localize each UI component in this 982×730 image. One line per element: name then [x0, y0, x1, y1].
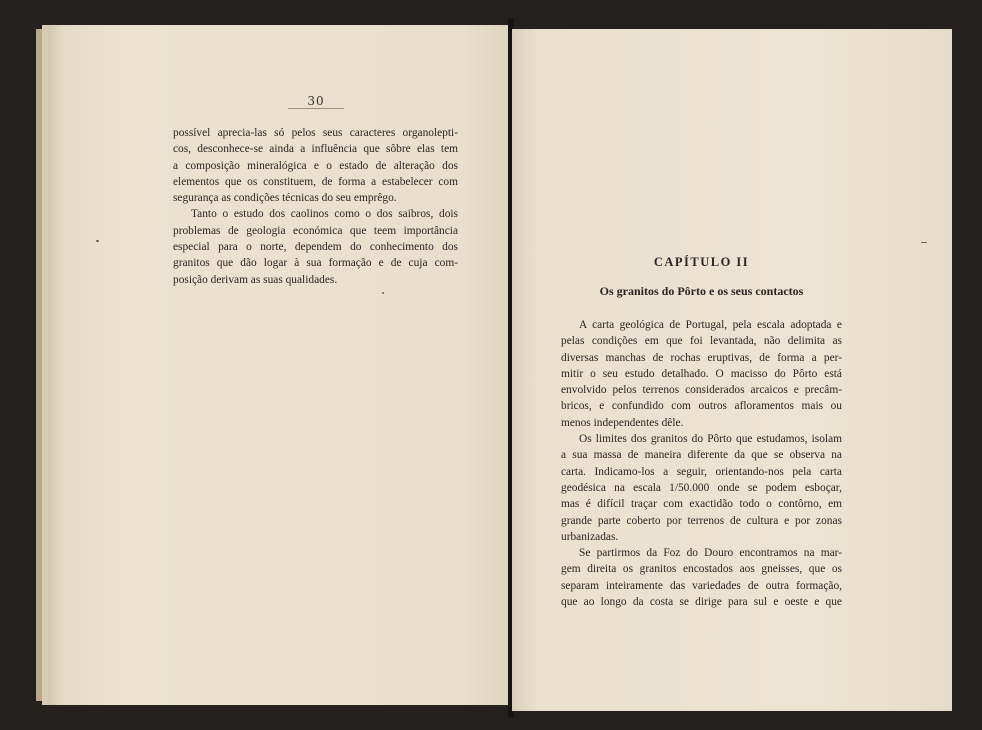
text-line: possível aprecia-las só pelos seus caracteres organolepti- — [173, 127, 458, 139]
text-line: a sua massa de maneira diferente da que se observa na — [561, 449, 842, 462]
page-number-rule — [288, 108, 344, 109]
text-line: bricos, e confundido com outros afloramentos mais ou — [561, 400, 842, 413]
left-page-text — [173, 125, 458, 288]
text-line: a composição mineralógica e o estado de alteração dos — [173, 159, 458, 172]
chapter-subtitle: Os granitos do Pôrto e os seus contactos — [599, 284, 804, 298]
paper-speck — [96, 240, 99, 242]
text-line: que ao longo da costa se dirige para sul e oeste e que — [561, 596, 842, 609]
text-line: separam inteiramente das variedades de outra formação, — [561, 579, 842, 592]
text-line: mitir o seu estudo detalhado. O macisso do Pôrto está — [561, 367, 842, 380]
text-line: menos independentes dêle. — [561, 416, 684, 429]
page-edge — [36, 29, 42, 701]
text-line: A carta geológica de Portugal, pela escala adoptada e — [579, 319, 842, 331]
text-line: mas é difícil traçar com exactidão todo o contôrno, em — [561, 498, 842, 511]
text-line: urbanizadas. — [561, 530, 619, 543]
text-line: problemas de geologia económica que teem importância — [173, 224, 458, 237]
right-page-text — [561, 317, 842, 610]
text-line: geodésica na escala 1/50.000 onde se podem esboçar, — [561, 481, 842, 494]
chapter-title: CAPÍTULO II — [653, 255, 750, 269]
text-line: diversas manchas de rochas eruptivas, de forma a per- — [561, 351, 842, 364]
text-line: pelas condições em que foi levantada, não delimita as — [561, 335, 842, 348]
page-number: 30 — [307, 94, 325, 108]
paper-speck — [921, 242, 927, 243]
text-line: segurança as condições técnicas do seu emprêgo. — [173, 192, 397, 205]
text-line: Os limites dos granitos do Pôrto que estudamos, isolam — [579, 433, 842, 446]
paper-speck — [382, 292, 384, 294]
text-line: Se partirmos da Foz do Douro encontramos na mar- — [579, 547, 842, 560]
text-line: posição derivam as suas qualidades. — [173, 273, 338, 286]
text-line: grande parte coberto por terrenos de cultura e por zonas — [561, 514, 842, 527]
text-line: granitos que dão logar à sua formação e de cuja com- — [173, 257, 458, 270]
text-line: carta. Indicamo-los a seguir, orientando-nos pela carta — [561, 465, 842, 478]
text-line: Tanto o estudo dos caolinos como o dos saibros, dois — [191, 208, 458, 221]
text-line: envolvido pelos terrenos considerados arcaicos e precâm- — [561, 384, 842, 397]
text-line: cos, desconhece-se ainda a influência que sôbre elas tem — [173, 143, 458, 156]
text-line: elementos que os constituem, de forma a estabelecer com — [173, 175, 458, 188]
text-line: especial para o norte, dependem do conhecimento dos — [173, 241, 458, 254]
text-line: gem direita os granitos encostados aos gneisses, que os — [561, 563, 842, 576]
